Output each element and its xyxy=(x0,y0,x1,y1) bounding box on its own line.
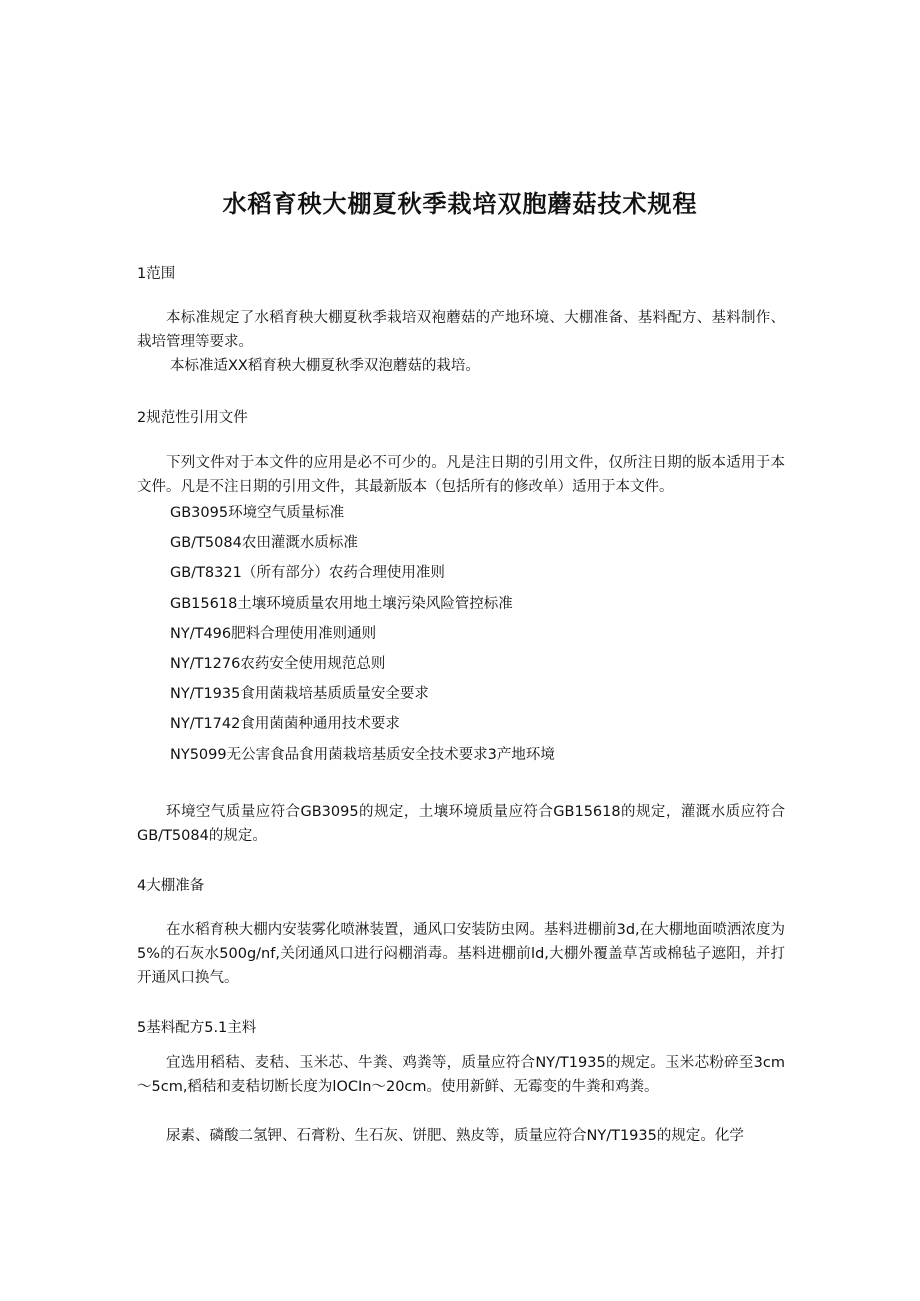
reference-item: NY/T1935食用菌栽培基质质量安全要求 xyxy=(170,686,429,703)
reference-item: NY5099无公害食品食用菌栽培基质安全技术要求3产地环境 xyxy=(170,746,555,763)
reference-item: NY/T496肥料合理使用准则通则 xyxy=(170,625,377,642)
reference-item: NY/T1742食用菌菌种通用技术要求 xyxy=(170,716,400,733)
reference-item: GB/T5084农田灌溉水质标准 xyxy=(170,535,358,552)
greenhouse-paragraph: 在水稻育秧大棚内安装雾化喷淋装置，通风口安装防虫网。基料进棚前3d,在大棚地面喷洒浓度为5%的石灰水500g∕nf,关闭通风口进行闷棚消毒。基料进棚前ld,大棚外覆盖草苫或棉毡子遮阳，并打开通风口换气。 xyxy=(137,922,785,986)
reference-item: GB15618土壤环境质量农用地土壤污染风险管控标准 xyxy=(170,595,513,612)
formula-main-paragraph: 宜选用稻秸、麦秸、玉米芯、牛粪、鸡粪等，质量应符合NY/T1935的规定。玉米芯粉碎至3cm～5cm,稻秸和麦秸切断长度为lOCIn～20cm。使用新鲜、无霉变的牛粪和鸡粪。 xyxy=(137,1055,785,1095)
reference-item: GB3095环境空气质量标准 xyxy=(170,505,345,521)
section-heading-greenhouse: 4大棚准备 xyxy=(137,878,205,894)
reference-item: NY/T1276农药安全使用规范总则 xyxy=(170,655,386,672)
reference-list xyxy=(170,503,555,775)
reference-item: GB/T8321（所有部分）农药合理使用准则 xyxy=(170,565,445,582)
section-heading-scope: 1范围 xyxy=(137,266,176,282)
document-title: 水稻育秧大棚夏秋季栽培双胞蘑菇技术规程 xyxy=(222,190,698,218)
scope-applicability-paragraph: 本标准适XX稻育秧大棚夏秋季双泡蘑菇的栽培。 xyxy=(170,358,480,374)
section-heading-references: 2规范性引用文件 xyxy=(137,410,248,426)
section-heading-formula: 5基料配方5.1主料 xyxy=(137,1020,257,1036)
formula-supplement-paragraph: 尿素、磷酸二氢钾、石膏粉、生石灰、饼肥、熟皮等，质量应符合NY/T1935的规定。化学 xyxy=(166,1128,744,1144)
environment-paragraph: 环境空气质量应符合GB3095的规定，土壤环境质量应符合GB15618的规定，灌溉水质应符合GB/T5084的规定。 xyxy=(137,804,785,844)
references-intro-paragraph: 下列文件对于本文件的应用是必不可少的。凡是注日期的引用文件，仅所注日期的版本适用于本文件。凡是不注日期的引用文件，其最新版本（包括所有的修改单）适用于本文件。 xyxy=(137,455,785,495)
scope-paragraph: 本标准规定了水稻育秧大棚夏秋季栽培双袍蘑菇的产地环境、大棚准备、基料配方、基料制作、栽培管理等要求。 xyxy=(137,310,785,350)
